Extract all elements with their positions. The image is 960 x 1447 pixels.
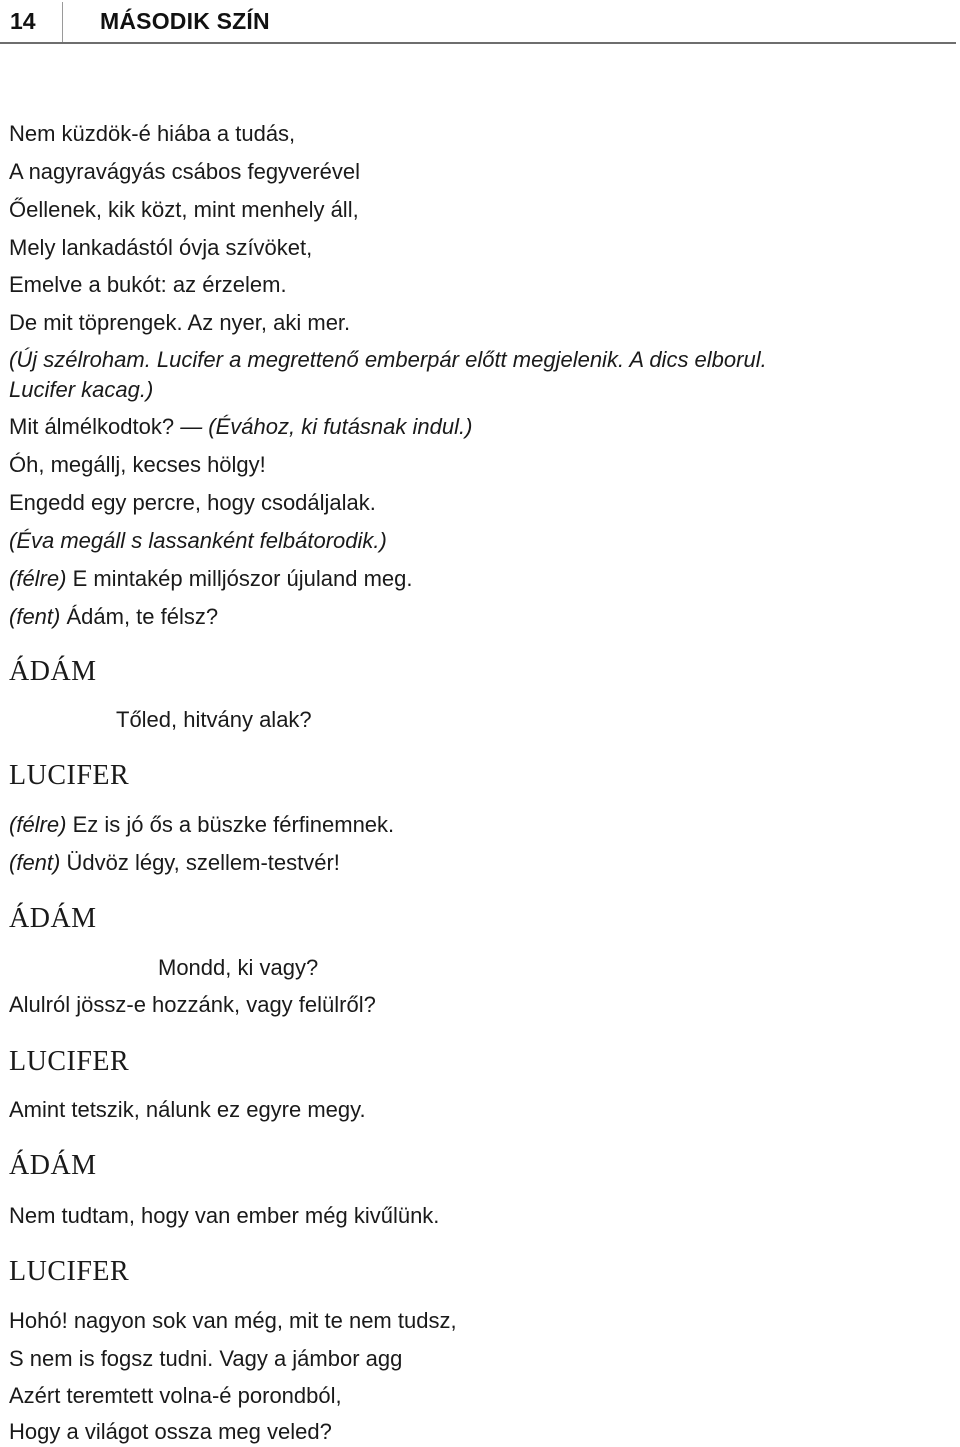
stage-direction: (fent) xyxy=(9,604,67,629)
verse-line: Amint tetszik, nálunk ez egyre megy. xyxy=(9,1097,366,1122)
verse-line: De mit töprengek. Az nyer, aki mer. xyxy=(9,310,351,335)
speaker-name: LUCIFER xyxy=(9,760,130,791)
speaker-name: LUCIFER xyxy=(9,1256,130,1287)
verse-line xyxy=(9,812,394,838)
stage-direction: (Éva megáll s lassanként felbátorodik.) xyxy=(9,528,387,553)
verse-text: Mit álmélkodtok? xyxy=(9,414,181,439)
verse-line xyxy=(9,604,218,630)
stage-direction: (félre) xyxy=(9,812,73,837)
verse-line xyxy=(9,566,413,592)
verse-line: Nem tudtam, hogy van ember még kivűlünk. xyxy=(9,1203,440,1228)
stage-direction: — (Évához, ki futásnak indul.) xyxy=(180,414,473,439)
stage-direction: (fent) xyxy=(9,850,67,875)
verse-line: Engedd egy percre, hogy csodáljalak. xyxy=(9,490,376,515)
verse-line: Mondd, ki vagy? xyxy=(158,955,319,980)
stage-direction: Lucifer kacag.) xyxy=(9,377,154,402)
section-title: MÁSODIK SZÍN xyxy=(100,8,270,34)
speaker-name: ÁDÁM xyxy=(9,656,97,687)
verse-text: E mintakép milljószor újuland meg. xyxy=(72,566,413,591)
speaker-name: LUCIFER xyxy=(9,1046,130,1077)
verse-line: Őellenek, kik közt, mint menhely áll, xyxy=(9,197,359,222)
stage-direction: (Új szélroham. Lucifer a megrettenő emberpár előtt megjelenik. A dics elborul. xyxy=(9,347,767,372)
page-number: 14 xyxy=(10,8,36,34)
verse-line xyxy=(9,850,340,876)
verse-line: Nem küzdök-é hiába a tudás, xyxy=(9,121,296,146)
page-header xyxy=(0,0,956,44)
verse-text: Üdvöz légy, szellem-testvér! xyxy=(66,850,340,875)
verse-line: Hogy a világot ossza meg veled? xyxy=(9,1419,332,1444)
verse-line: Alulról jössz-e hozzánk, vagy felülről? xyxy=(9,992,376,1017)
verse-line: Hohó! nagyon sok van még, mit te nem tudsz, xyxy=(9,1308,457,1333)
verse-line: Emelve a bukót: az érzelem. xyxy=(9,272,287,297)
verse-line xyxy=(9,414,472,440)
verse-line: S nem is fogsz tudni. Vagy a jámbor agg xyxy=(9,1346,403,1371)
speaker-name: ÁDÁM xyxy=(9,1150,97,1181)
verse-text: Ádám, te félsz? xyxy=(66,604,219,629)
verse-line: Óh, megállj, kecses hölgy! xyxy=(9,452,266,477)
verse-line: A nagyravágyás csábos fegyverével xyxy=(9,159,360,184)
header-divider xyxy=(62,2,63,42)
verse-line: Azért teremtett volna-é porondból, xyxy=(9,1383,342,1408)
speaker-name: ÁDÁM xyxy=(9,903,97,934)
verse-text: Ez is jó ős a büszke férfinemnek. xyxy=(72,812,395,837)
stage-direction: (félre) xyxy=(9,566,73,591)
verse-line: Mely lankadástól óvja szívöket, xyxy=(9,235,313,260)
verse-line: Tőled, hitvány alak? xyxy=(116,707,312,732)
